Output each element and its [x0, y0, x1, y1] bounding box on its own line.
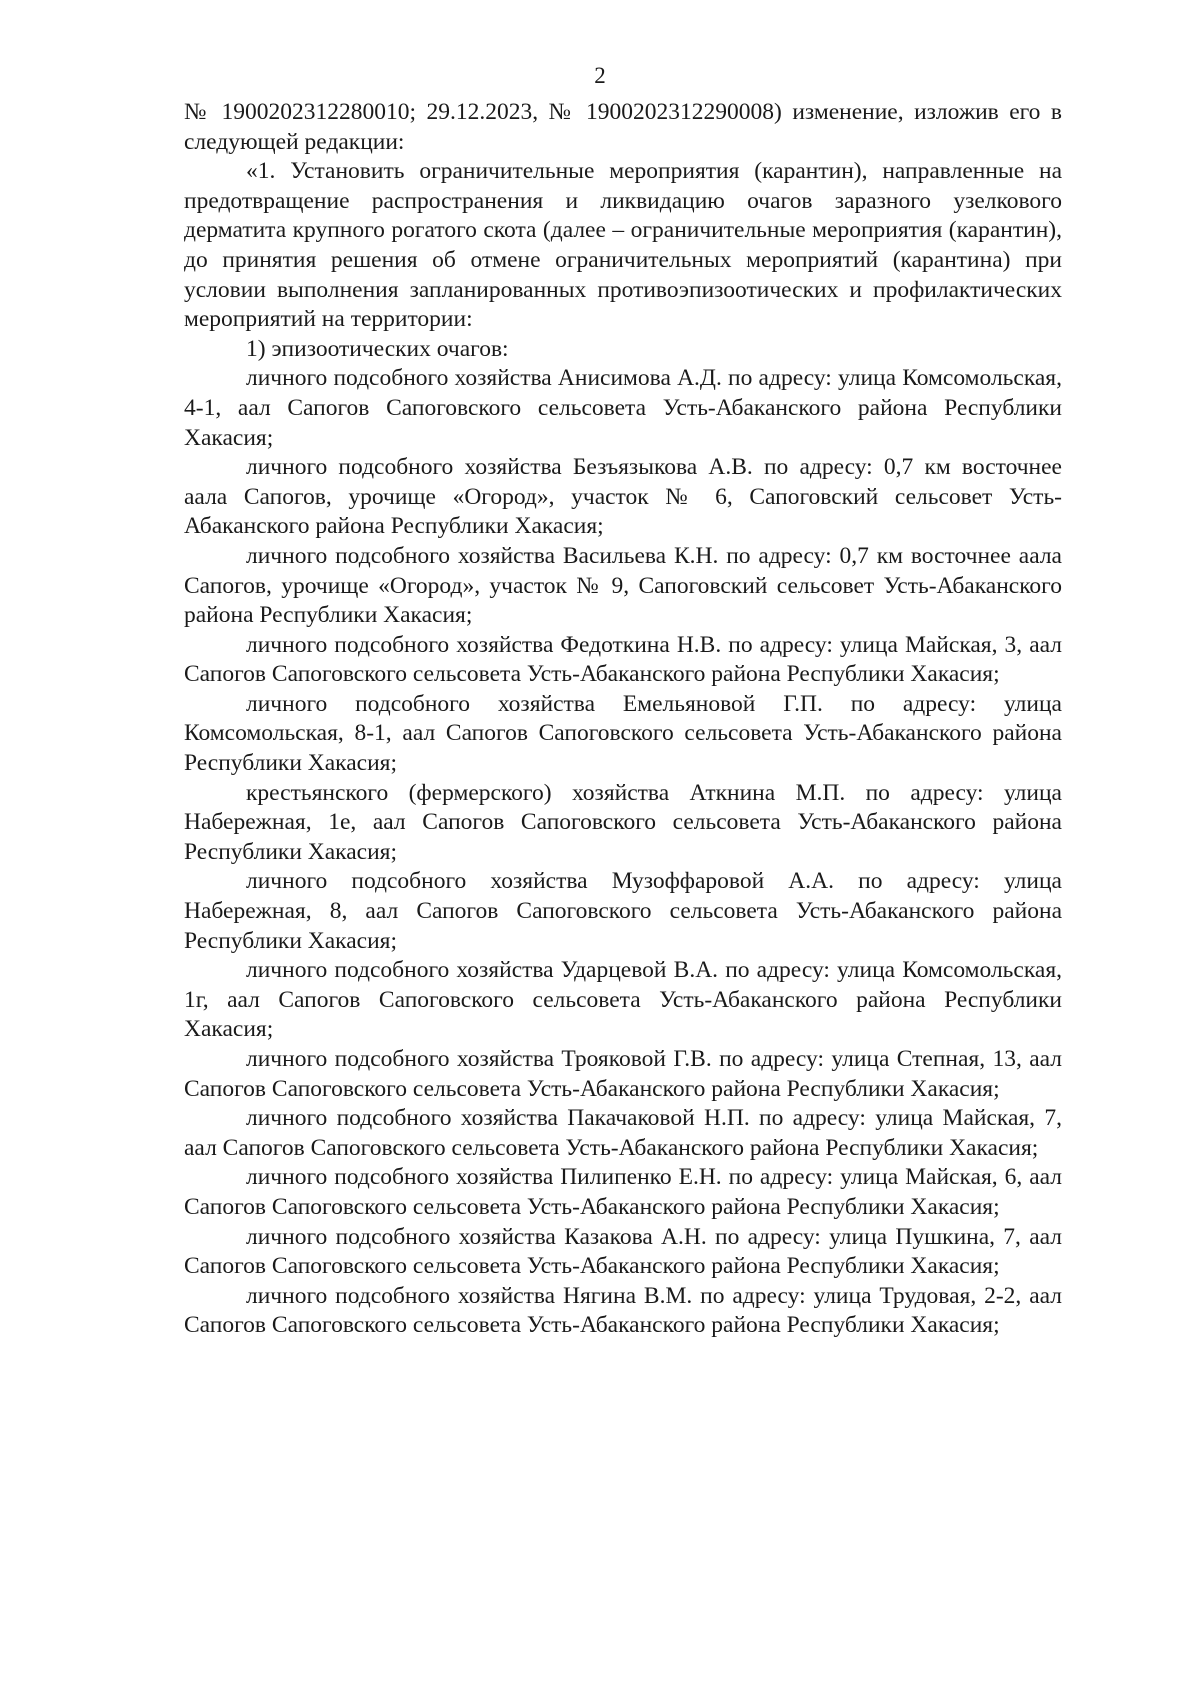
intro-continuation-paragraph: № 1900202312280010; 29.12.2023, № 1900202312290008) изменение, изложив его в следующей редакции: — [184, 99, 1062, 155]
outbreak-entry: личного подсобного хозяйства Музоффаровой А.А. по адресу: улица Набережная, 8, аал Сапогов Сапоговского сельсовета Усть-Абаканского района Республики Хакасия; — [184, 868, 1062, 954]
outbreak-entry: личного подсобного хозяйства Федоткина Н.В. по адресу: улица Майская, 3, аал Сапогов Сапоговского сельсовета Усть-Абаканского района Республики Хакасия; — [184, 631, 1062, 688]
outbreak-entry: личного подсобного хозяйства Казакова А.Н. по адресу: улица Пушкина, 7, аал Сапогов Сапоговского сельсовета Усть-Абаканского района Республики Хакасия; — [184, 1223, 1062, 1280]
outbreak-entry: личного подсобного хозяйства Нягина В.М. по адресу: улица Трудовая, 2-2, аал Сапогов Сапоговского сельсовета Усть-Абаканского района Республики Хакасия; — [184, 1282, 1062, 1339]
outbreak-entry: личного подсобного хозяйства Трояковой Г.В. по адресу: улица Степная, 13, аал Сапогов Сапоговского сельсовета Усть-Абаканского района Республики Хакасия; — [184, 1046, 1062, 1102]
outbreak-entry: личного подсобного хозяйства Ударцевой В.А. по адресу: улица Комсомольская, 1г, аал Сапогов Сапоговского сельсовета Усть-Абаканского района Республики Хакасия; — [184, 957, 1062, 1043]
outbreak-entry: личного подсобного хозяйства Анисимова А.Д. по адресу: улица Комсомольская, 4-1, аал Сапогов Сапоговского сельсовета Усть-Абаканского района Республики Хакасия; — [184, 365, 1062, 451]
outbreak-entry-list — [184, 364, 1062, 1341]
subclause-heading: 1) эпизоотических очагов: — [246, 335, 509, 362]
outbreak-entry: крестьянского (фермерского) хозяйства Аткнина М.П. по адресу: улица Набережная, 1е, аал Сапогов Сапоговского сельсовета Усть-Абаканского района Республики Хакасия; — [184, 779, 1062, 865]
document-body — [184, 98, 1062, 1341]
outbreak-entry: личного подсобного хозяйства Пакачаковой Н.П. по адресу: улица Майская, 7, аал Сапогов Сапоговского сельсовета Усть-Абаканского района Республики Хакасия; — [184, 1105, 1062, 1161]
outbreak-entry: личного подсобного хозяйства Емельяновой Г.П. по адресу: улица Комсомольская, 8-1, аал Сапогов Сапоговского сельсовета Усть-Абаканского района Республики Хакасия; — [184, 690, 1062, 777]
clause-paragraph: «1. Установить ограничительные мероприятия (карантин), направленные на предотвращение распространения и ликвидацию очагов заразного узелкового дерматита крупного рогатого скота (далее – ограничительные мероприятия (карантин), до принятия решения об отмене ограничительных мероприятий (карантина) при условии выполнения запланированных противоэпизоотических и профилактических мероприятий на территории: — [184, 158, 1062, 333]
page-number: 2 — [594, 63, 606, 88]
outbreak-entry: личного подсобного хозяйства Пилипенко Е.Н. по адресу: улица Майская, 6, аал Сапогов Сапоговского сельсовета Усть-Абаканского района Республики Хакасия; — [184, 1164, 1062, 1220]
outbreak-entry: личного подсобного хозяйства Безъязыкова А.В. по адресу: 0,7 км восточнее аала Сапогов, урочище «Огород», участок № 6, Сапоговский сельсовет Усть-Абаканского района Республики Хакасия; — [184, 454, 1062, 540]
outbreak-entry: личного подсобного хозяйства Васильева К.Н. по адресу: 0,7 км восточнее аала Сапогов, урочище «Огород», участок № 9, Сапоговский сельсовет Усть-Абаканского района Республики Хакасия; — [184, 542, 1062, 629]
